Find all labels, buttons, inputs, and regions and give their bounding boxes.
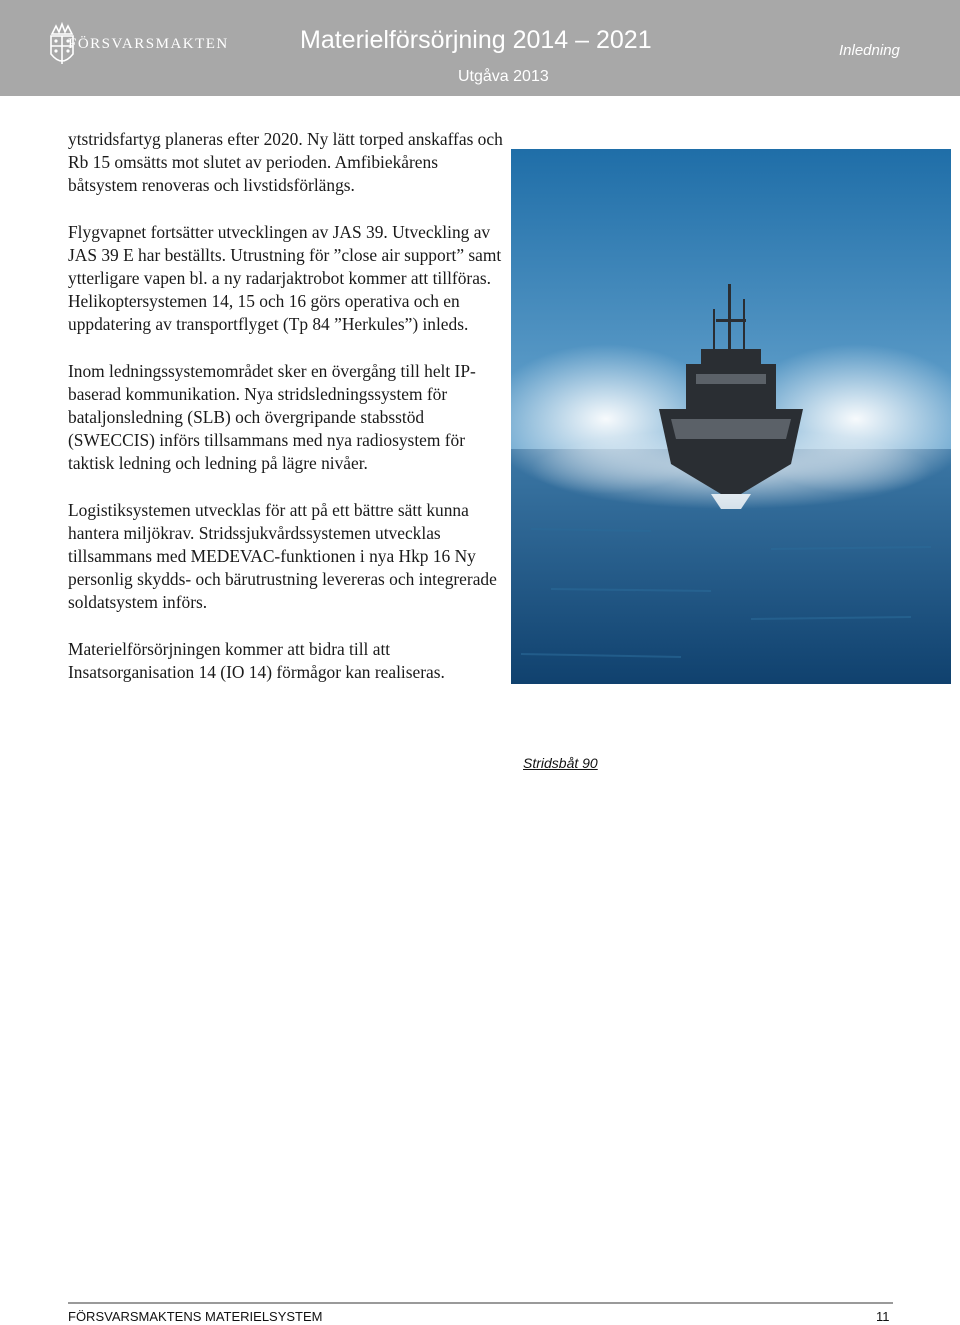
paragraph: Materielförsörjningen kommer att bidra till att Insatsorganisation 14 (IO 14) förmågor kan realiseras. (68, 638, 445, 682)
logo-wordmark: FÖRSVARSMAKTEN (68, 36, 229, 52)
section-name: Inledning (839, 42, 900, 59)
footer-divider (68, 1302, 893, 1304)
document-title: Materielförsörjning 2014 – 2021 (300, 26, 652, 54)
footer-title: FÖRSVARSMAKTENS MATERIELSYSTEM (68, 1309, 323, 1324)
paragraph: Inom ledningssystemområdet sker en övergång till helt IP-baserad kommunikation. Nya stridsledningssystem för bataljonsledning (SLB) och övergripande stabsstöd (SWECCIS) införs tillsammans med nya radiosystem för taktisk ledning och ledning på lägre nivåer. (68, 360, 476, 474)
boat-photo (511, 149, 951, 684)
document-edition: Utgåva 2013 (458, 68, 549, 85)
paragraph: Logistiksystemen utvecklas för att på ett bättre sätt kunna hantera miljökrav. Stridssjukvårdssystemen utvecklas tillsammans med MEDEVAC-funktionen i nya Hkp 16 Ny personlig skydds- och bärutrustning levereras och integrerade soldatsystem införs. (68, 499, 497, 613)
figure-caption: Stridsbåt 90 (523, 755, 598, 771)
paragraph: Flygvapnet fortsätter utvecklingen av JAS 39. Utveckling av JAS 39 E har beställts. Utrustning för ”close air support” samt ytterligare vapen bl. a ny radarjaktrobot kommer att tillföras. Helikoptersystemen 14, 15 och 16 görs operativa och en uppdatering av transportflyget (Tp 84 ”Herkules”) inleds. (68, 221, 502, 335)
page-number: 11 (876, 1309, 890, 1324)
paragraph: ytstridsfartyg planeras efter 2020. Ny lätt torped anskaffas och Rb 15 omsätts mot slutet av perioden. Amfibiekårens båtsystem renoveras och livstidsförlängs. (68, 129, 503, 196)
body-text (68, 128, 508, 707)
page-header (0, 0, 960, 96)
